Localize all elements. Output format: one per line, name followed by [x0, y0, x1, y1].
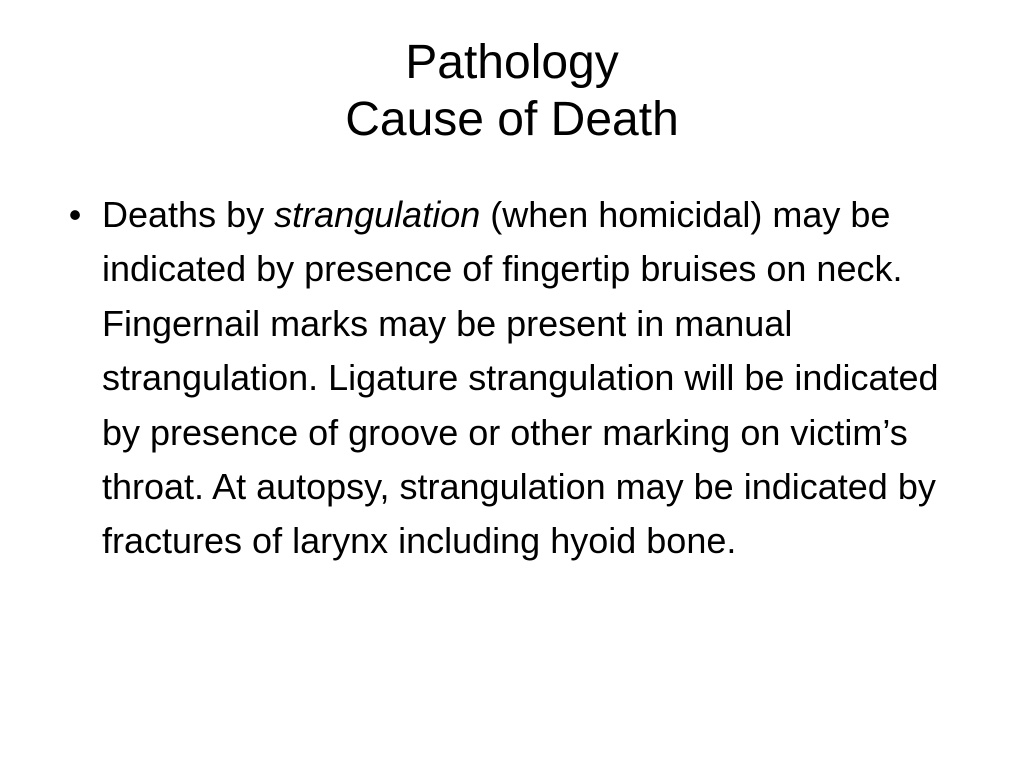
title-line-1: Pathology	[405, 36, 619, 89]
bullet-item	[60, 188, 980, 569]
bullet-icon: •	[68, 194, 82, 235]
bullet-text-rest: (when homicidal) may be indicated by presence of fingertip bruises on neck. Fingernail marks may be present in manual strangulation. Ligature strangulation will be indicated by presence of groove or other marking on victim’s throat. At autopsy, strangulation may be indicated by fractures of larynx including hyoid bone.	[102, 194, 939, 562]
slide-title	[0, 34, 1024, 148]
bullet-text-emphasis: strangulation	[274, 194, 481, 235]
bullet-text-start: Deaths by	[102, 194, 275, 235]
title-line-2: Cause of Death	[345, 93, 679, 146]
bullet-list	[60, 188, 980, 569]
